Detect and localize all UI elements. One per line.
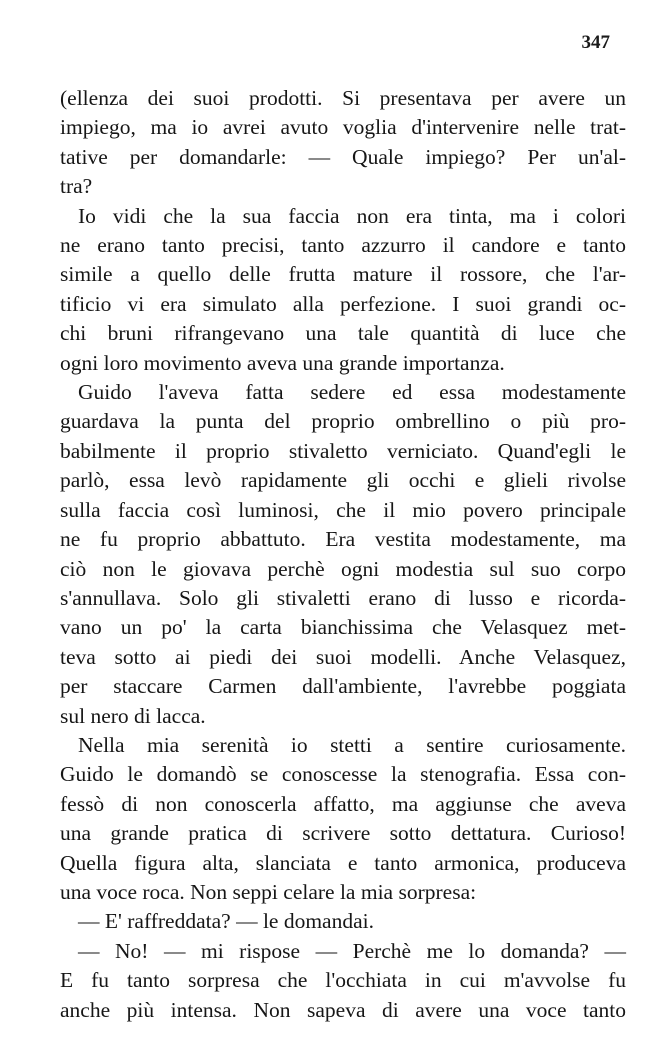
text-line: guardava la punta del proprio ombrellino o più pro-	[60, 409, 626, 434]
text-line: chi bruni rifrangevano una tale quantità di luce che	[60, 321, 626, 346]
text-line: una voce roca. Non seppi celare la mia sorpresa:	[60, 879, 477, 904]
text-line: parlò, essa levò rapidamente gli occhi e glieli rivolse	[60, 468, 626, 493]
text-line: tificio vi era simulato alla perfezione. I suoi grandi oc-	[60, 291, 626, 316]
text-line: babilmente il proprio stivaletto verniciato. Quand'egli le	[60, 438, 626, 463]
text-line: — No! — mi rispose — Perchè me lo domanda? —	[78, 938, 626, 963]
text-line: una grande pratica di scrivere sotto dettatura. Curioso!	[60, 821, 626, 846]
text-line: Guido le domandò se conoscesse la stenografia. Essa con-	[60, 762, 626, 787]
text-line: anche più intensa. Non sapeva di avere una voce tanto	[60, 997, 626, 1022]
text-line: Io vidi che la sua faccia non era tinta, ma i colori	[78, 203, 626, 228]
text-line: simile a quello delle frutta mature il rossore, che l'ar-	[60, 262, 626, 287]
text-line: tative per domandarle: — Quale impiego? Per un'al-	[60, 144, 626, 169]
text-line: sul nero di lacca.	[60, 703, 206, 728]
text-line: s'annullava. Solo gli stivaletti erano di lusso e ricorda-	[60, 585, 626, 610]
text-line: ciò non le giovava perchè ogni modestia sul suo corpo	[60, 556, 626, 581]
text-line: ne fu proprio abbattuto. Era vestita modestamente, ma	[60, 527, 626, 552]
text-line: (ellenza dei suoi prodotti. Si presentava per avere un	[60, 86, 626, 110]
text-line: Guido l'aveva fatta sedere ed essa modestamente	[78, 380, 626, 405]
text-line: tra?	[60, 174, 93, 199]
page-number: 347	[581, 32, 610, 53]
text-line: Nella mia serenità io stetti a sentire curiosamente.	[78, 732, 626, 757]
text-line: fessò di non conoscerla affatto, ma aggiunse che aveva	[60, 791, 626, 816]
text-line: Quella figura alta, slanciata e tanto armonica, produceva	[60, 850, 626, 875]
text-line: E fu tanto sorpresa che l'occhiata in cui m'avvolse fu	[60, 968, 626, 993]
body-text	[60, 84, 626, 1025]
text-line: — E' raffreddata? — le domandai.	[78, 909, 374, 934]
text-line: ogni loro movimento aveva una grande importanza.	[60, 350, 505, 375]
text-line: sulla faccia così luminosi, che il mio povero principale	[60, 497, 626, 522]
text-line: teva sotto ai piedi dei suoi modelli. Anche Velasquez,	[60, 644, 626, 669]
text-line: impiego, ma io avrei avuto voglia d'intervenire nelle trat-	[60, 115, 626, 140]
text-line: vano un po' la carta bianchissima che Velasquez met-	[60, 615, 626, 640]
text-line: per staccare Carmen dall'ambiente, l'avrebbe poggiata	[60, 674, 626, 699]
text-line: ne erano tanto precisi, tanto azzurro il candore e tanto	[60, 233, 626, 258]
